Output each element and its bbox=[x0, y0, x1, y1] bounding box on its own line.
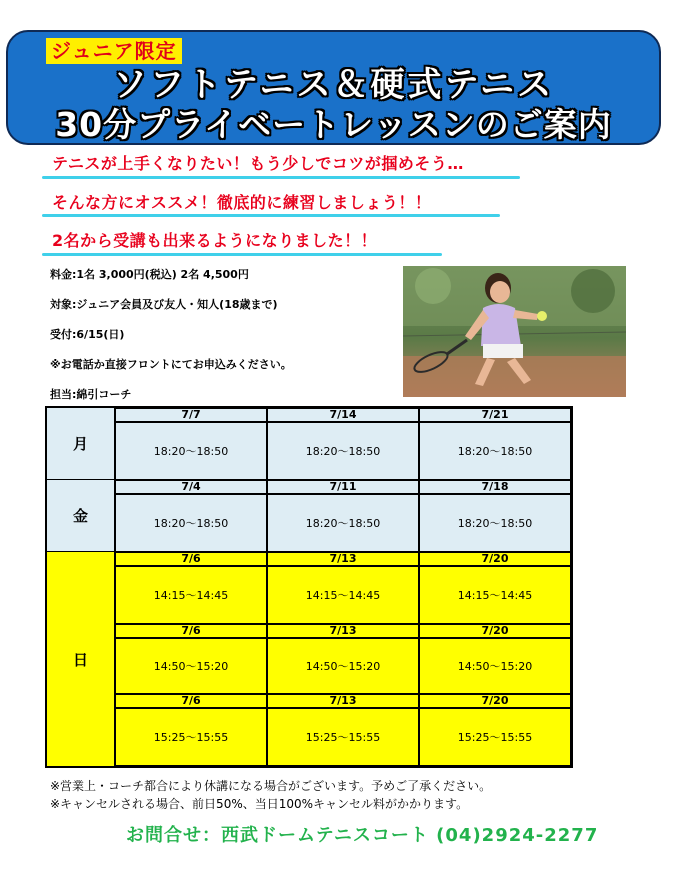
time-cell: 15:25～15:55 bbox=[267, 708, 419, 766]
time-cell: 18:20～18:50 bbox=[267, 422, 419, 480]
time-cell: 15:25～15:55 bbox=[115, 708, 267, 766]
coach-info: 担当:綿引コーチ bbox=[50, 388, 132, 401]
time-cell: 14:15～14:45 bbox=[419, 566, 571, 624]
time-cell: 14:50～15:20 bbox=[419, 638, 571, 694]
headline-3: 2名から受講も出来るようになりました！！ bbox=[52, 231, 378, 250]
fee-info: 料金:1名 3,000円(税込) 2名 4,500円 bbox=[50, 268, 249, 281]
reception-info: 受付:6/15(日) bbox=[50, 328, 125, 341]
title-line-1: ソフトテニス＆硬式テニス bbox=[112, 65, 555, 105]
date-cell: 7/20 bbox=[419, 694, 571, 708]
date-cell: 7/6 bbox=[115, 552, 267, 566]
time-cell: 14:15～14:45 bbox=[267, 566, 419, 624]
headline-1-underline bbox=[42, 176, 520, 179]
date-cell: 7/4 bbox=[115, 480, 267, 494]
junior-tennis-player-photo bbox=[403, 266, 626, 397]
time-cell: 14:50～15:20 bbox=[267, 638, 419, 694]
day-label-sunday: 日 bbox=[47, 552, 115, 766]
date-cell: 7/13 bbox=[267, 624, 419, 638]
headline-2: そんな方にオススメ！徹底的に練習しましょう！！ bbox=[52, 193, 432, 212]
date-cell: 7/6 bbox=[115, 694, 267, 708]
date-cell: 7/11 bbox=[267, 480, 419, 494]
time-cell: 14:50～15:20 bbox=[115, 638, 267, 694]
time-cell: 18:20～18:50 bbox=[419, 422, 571, 480]
day-label-monday: 月 bbox=[47, 408, 115, 480]
time-cell: 14:15～14:45 bbox=[115, 566, 267, 624]
apply-note: ※お電話か直接フロントにてお申込みください。 bbox=[50, 358, 292, 371]
date-cell: 7/6 bbox=[115, 624, 267, 638]
time-cell: 18:20～18:50 bbox=[115, 422, 267, 480]
date-cell: 7/7 bbox=[115, 408, 267, 422]
target-info: 対象:ジュニア会員及び友人・知人(18歳まで) bbox=[50, 298, 278, 311]
date-cell: 7/13 bbox=[267, 694, 419, 708]
note-cancellation-policy: ※営業上・コーチ都合により休講になる場合がございます。予めご了承ください。 bbox=[50, 779, 492, 793]
date-cell: 7/20 bbox=[419, 552, 571, 566]
date-cell: 7/20 bbox=[419, 624, 571, 638]
date-cell: 7/13 bbox=[267, 552, 419, 566]
day-label-friday: 金 bbox=[47, 480, 115, 552]
date-cell: 7/18 bbox=[419, 480, 571, 494]
headline-2-underline bbox=[42, 214, 500, 217]
headline-1: テニスが上手くなりたい！もう少しでコツが掴めそう… bbox=[52, 154, 464, 173]
time-cell: 15:25～15:55 bbox=[419, 708, 571, 766]
title-line-2: 30分プライベートレッスンのご案内 bbox=[55, 105, 612, 144]
time-cell: 18:20～18:50 bbox=[115, 494, 267, 552]
contact-info: お問合せ：西武ドームテニスコート (04)2924-2277 bbox=[126, 825, 599, 846]
time-cell: 18:20～18:50 bbox=[267, 494, 419, 552]
date-cell: 7/21 bbox=[419, 408, 571, 422]
headline-3-underline bbox=[42, 253, 442, 256]
schedule-table bbox=[45, 406, 573, 768]
time-cell: 18:20～18:50 bbox=[419, 494, 571, 552]
junior-only-badge: ジュニア限定 bbox=[46, 38, 182, 64]
date-cell: 7/14 bbox=[267, 408, 419, 422]
note-cancellation-fee: ※キャンセルされる場合、前日50%、当日100%キャンセル料がかかります。 bbox=[50, 797, 469, 811]
